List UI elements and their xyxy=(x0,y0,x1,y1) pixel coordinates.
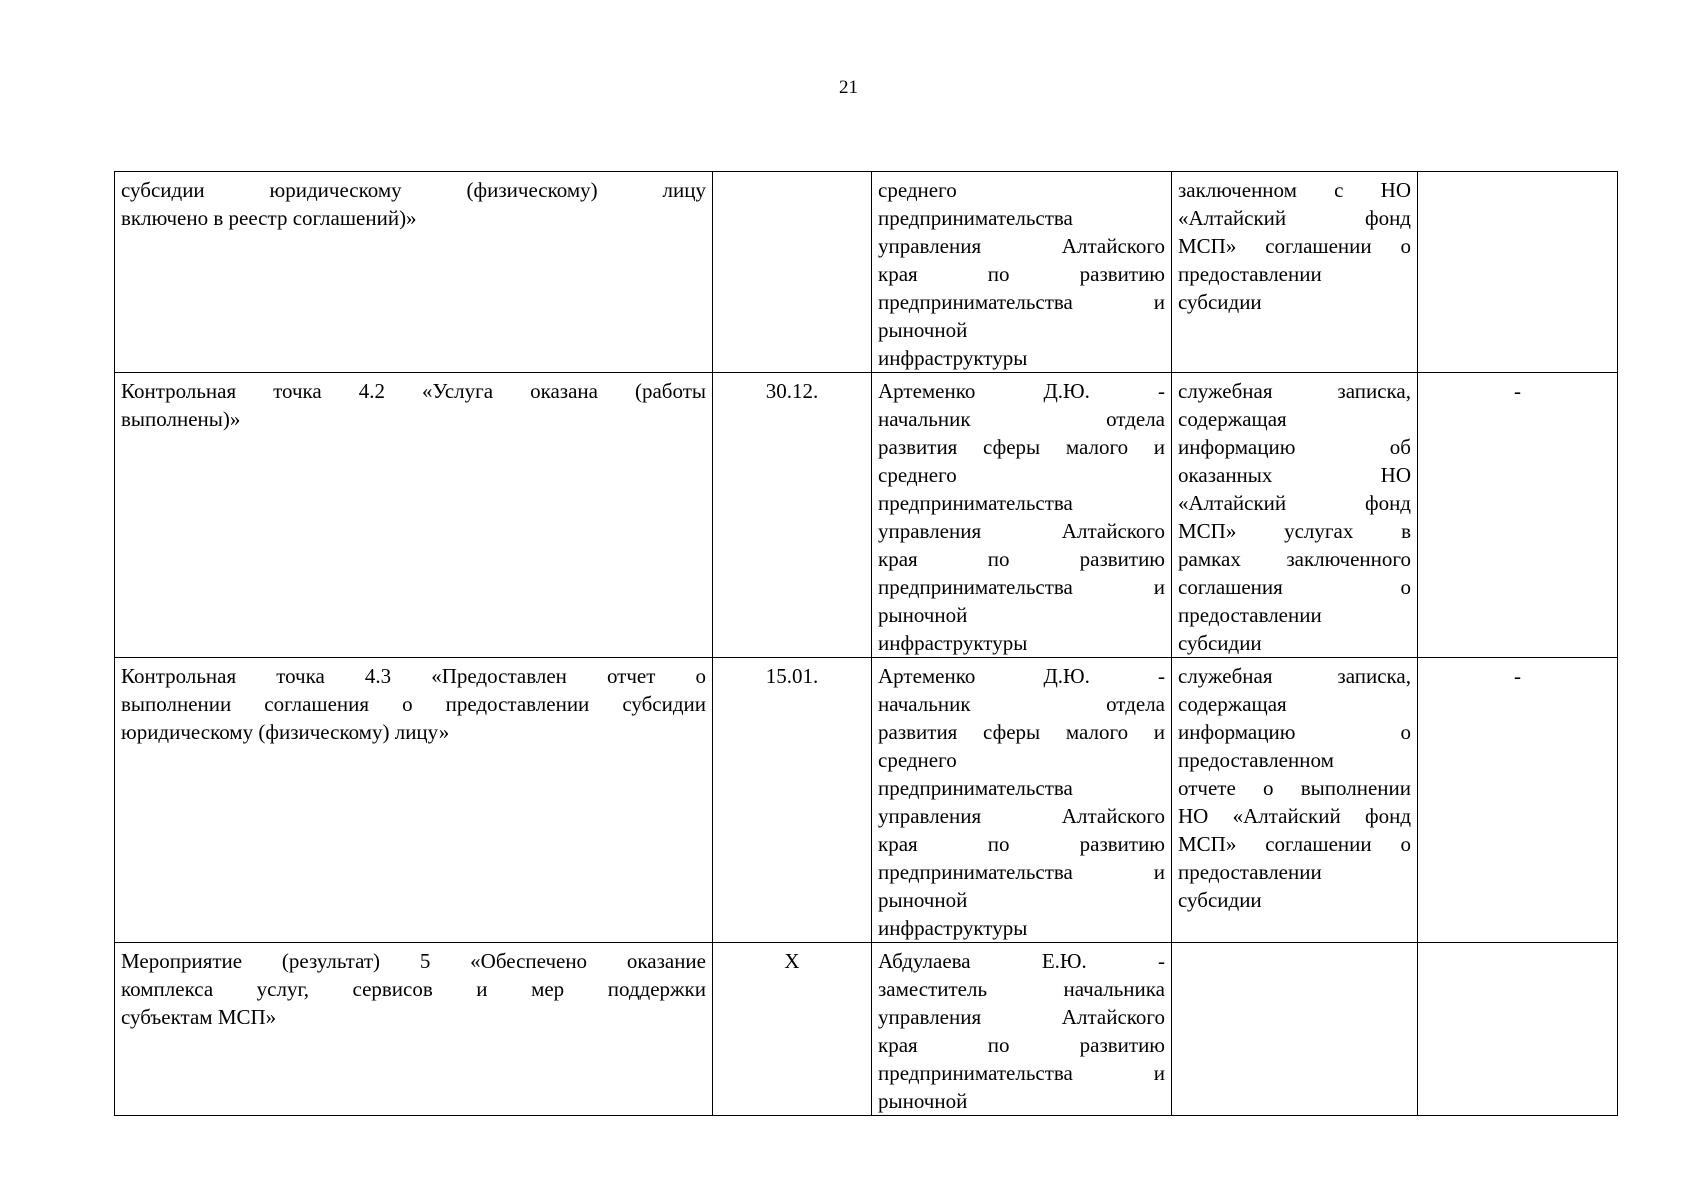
responsible-line: предпринимательства и xyxy=(878,290,1165,314)
event-name-line: Контрольная точка 4.2 «Услуга оказана (работы xyxy=(121,379,706,403)
document-line: субсидии xyxy=(1178,631,1262,655)
responsible-line: предпринимательства и xyxy=(878,575,1165,599)
responsible-cell xyxy=(872,373,1172,658)
responsible-line: края по развитию xyxy=(878,547,1165,571)
document-line: «Алтайский фонд xyxy=(1178,206,1411,230)
note-cell: - xyxy=(1418,373,1618,658)
document-line: субсидии xyxy=(1178,290,1262,314)
responsible-line: края по развитию xyxy=(878,262,1165,286)
document-line: МСП» соглашении о xyxy=(1178,832,1411,856)
note-cell xyxy=(1418,943,1618,1116)
responsible-cell xyxy=(872,658,1172,943)
table-row xyxy=(115,373,1618,658)
document-line: информацию об xyxy=(1178,435,1411,459)
event-name-cell xyxy=(115,658,713,943)
document-line: «Алтайский фонд xyxy=(1178,491,1411,515)
document-line: отчете о выполнении xyxy=(1178,776,1411,800)
responsible-line: развития сферы малого и xyxy=(878,720,1165,744)
document-line: НО «Алтайский фонд xyxy=(1178,804,1411,828)
deadline-cell: X xyxy=(713,943,872,1116)
event-name-cell xyxy=(115,943,713,1116)
document-line: предоставлении xyxy=(1178,262,1322,286)
page-number: 21 xyxy=(839,77,858,98)
event-name-cell xyxy=(115,172,713,373)
responsible-line: управления Алтайского xyxy=(878,234,1165,258)
table-row xyxy=(115,943,1618,1116)
responsible-line: края по развитию xyxy=(878,1033,1165,1057)
document-line: МСП» соглашении о xyxy=(1178,234,1411,258)
responsible-line: края по развитию xyxy=(878,832,1165,856)
document-cell xyxy=(1172,172,1418,373)
responsible-line: предпринимательства xyxy=(878,491,1073,515)
document-line: предоставленном xyxy=(1178,748,1334,772)
plan-table xyxy=(114,171,1618,1116)
responsible-line: предпринимательства и xyxy=(878,1061,1165,1085)
table-row xyxy=(115,658,1618,943)
responsible-line: управления Алтайского xyxy=(878,519,1165,543)
document-line: служебная записка, xyxy=(1178,379,1411,403)
document-line: субсидии xyxy=(1178,888,1262,912)
event-name-line: комплекса услуг, сервисов и мер поддержки xyxy=(121,977,706,1001)
document-line: рамках заключенного xyxy=(1178,547,1411,571)
responsible-cell xyxy=(872,172,1172,373)
table-row xyxy=(115,172,1618,373)
responsible-line: начальник отдела xyxy=(878,692,1165,716)
event-name-line: Контрольная точка 4.3 «Предоставлен отчет о xyxy=(121,664,706,688)
responsible-line: рыночной xyxy=(878,1089,968,1113)
event-name-line: Мероприятие (результат) 5 «Обеспечено оказание xyxy=(121,949,706,973)
responsible-line: рыночной xyxy=(878,888,968,912)
document-line: предоставлении xyxy=(1178,603,1322,627)
document-line: оказанных НО xyxy=(1178,463,1411,487)
event-name-line: субсидии юридическому (физическому) лицу xyxy=(121,178,706,202)
document-line: соглашения о xyxy=(1178,575,1411,599)
responsible-line: инфраструктуры xyxy=(878,916,1028,940)
document-cell xyxy=(1172,943,1418,1116)
responsible-line: среднего xyxy=(878,178,957,202)
responsible-line: рыночной xyxy=(878,318,968,342)
document-cell xyxy=(1172,658,1418,943)
responsible-line: инфраструктуры xyxy=(878,346,1028,370)
event-name-line: выполнены)» xyxy=(121,407,241,431)
responsible-line: Артеменко Д.Ю. - xyxy=(878,379,1165,403)
document-line: содержащая xyxy=(1178,407,1287,431)
responsible-line: инфраструктуры xyxy=(878,631,1028,655)
responsible-line: заместитель начальника xyxy=(878,977,1165,1001)
document-line: МСП» услугах в xyxy=(1178,519,1411,543)
responsible-line: Артеменко Д.Ю. - xyxy=(878,664,1165,688)
document-line: содержащая xyxy=(1178,692,1287,716)
note-cell xyxy=(1418,172,1618,373)
event-name-cell xyxy=(115,373,713,658)
document-line: служебная записка, xyxy=(1178,664,1411,688)
responsible-line: предпринимательства xyxy=(878,776,1073,800)
deadline-cell: 15.01. xyxy=(713,658,872,943)
event-name-line: субъектам МСП» xyxy=(121,1005,277,1029)
responsible-line: управления Алтайского xyxy=(878,804,1165,828)
document-line: информацию о xyxy=(1178,720,1411,744)
responsible-line: управления Алтайского xyxy=(878,1005,1165,1029)
document-cell xyxy=(1172,373,1418,658)
responsible-line: среднего xyxy=(878,463,957,487)
deadline-cell xyxy=(713,172,872,373)
responsible-line: Абдулаева Е.Ю. - xyxy=(878,949,1165,973)
event-name-line: юридическому (физическому) лицу» xyxy=(121,720,450,744)
note-cell: - xyxy=(1418,658,1618,943)
event-name-line: включено в реестр соглашений)» xyxy=(121,206,417,230)
document-line: заключенном с НО xyxy=(1178,178,1411,202)
responsible-line: предпринимательства xyxy=(878,206,1073,230)
responsible-line: предпринимательства и xyxy=(878,860,1165,884)
deadline-cell: 30.12. xyxy=(713,373,872,658)
document-line: предоставлении xyxy=(1178,860,1322,884)
event-name-line: выполнении соглашения о предоставлении субсидии xyxy=(121,692,706,716)
responsible-line: начальник отдела xyxy=(878,407,1165,431)
responsible-line: рыночной xyxy=(878,603,968,627)
responsible-cell xyxy=(872,943,1172,1116)
responsible-line: развития сферы малого и xyxy=(878,435,1165,459)
responsible-line: среднего xyxy=(878,748,957,772)
